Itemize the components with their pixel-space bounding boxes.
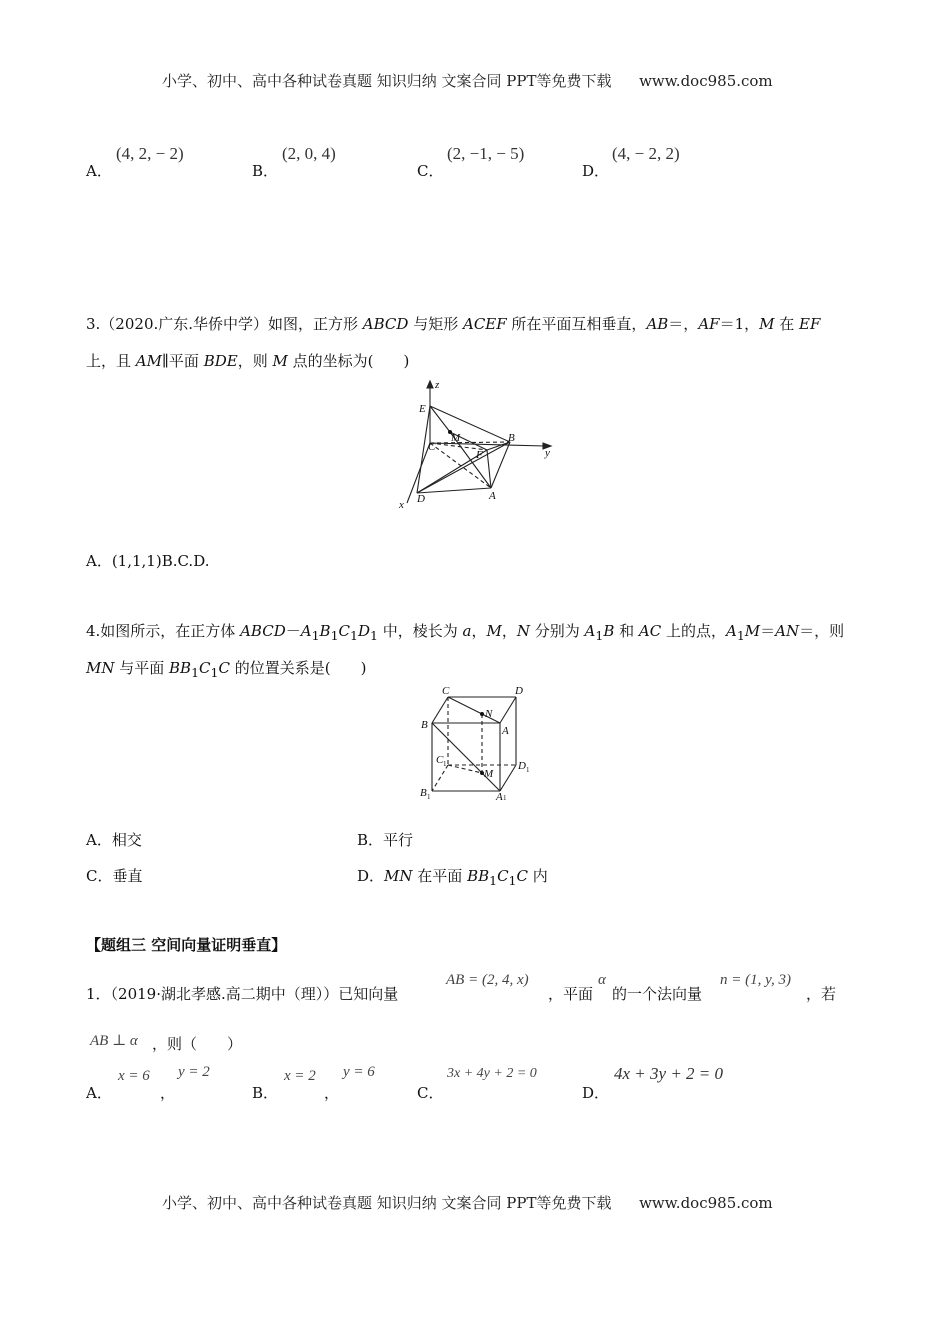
option-a-value: (4, 2, − 2) xyxy=(116,144,184,163)
q5-option-a-x: x = 6 xyxy=(118,1068,150,1084)
q5-option-a-y: y = 2 xyxy=(178,1064,210,1080)
q3-text: AM∥ xyxy=(135,352,169,370)
q3-text: M xyxy=(759,315,775,333)
option-a-label: A． xyxy=(86,162,112,180)
q5-line1 xyxy=(86,983,398,1004)
label-D1: D xyxy=(518,760,526,772)
q4-text: M xyxy=(486,622,502,640)
q4-sub: 1 xyxy=(191,665,200,680)
q3-text: 与矩形 xyxy=(408,315,463,333)
q4-sub: 1 xyxy=(370,628,378,643)
q4-option-d xyxy=(357,865,548,888)
q4-sub: 1 xyxy=(330,628,339,643)
q4-text: BB xyxy=(467,867,490,885)
label-B1-sub: 1 xyxy=(427,793,431,801)
q3-text: 点的坐标为( ) xyxy=(287,352,410,370)
label-M: M xyxy=(451,432,461,444)
q3-text: AF xyxy=(698,315,720,333)
q5-alpha: α xyxy=(598,972,606,988)
label-B: B xyxy=(508,432,515,444)
q4-text: D xyxy=(357,622,370,640)
q4-line1 xyxy=(86,620,844,643)
edge-DA xyxy=(417,488,491,493)
q4-text: A xyxy=(300,622,312,640)
q4-line2 xyxy=(86,657,366,680)
q4-text: MN xyxy=(86,659,115,677)
q4-text: M xyxy=(744,622,761,640)
footer-text: 小学、初中、高中各种试卷真题 知识归纳 文案合同 PPT等免费下载 xyxy=(162,1194,612,1212)
q3-text: EF xyxy=(799,315,821,333)
label-z: z xyxy=(435,379,440,391)
q4-option-c: C．垂直 xyxy=(86,867,143,885)
q5-option-b-label: B． xyxy=(252,1084,279,1102)
q4-text: a xyxy=(462,622,472,640)
q3-text: BDE xyxy=(203,352,238,370)
q4-option-a: A．相交 xyxy=(86,831,142,849)
q4-text: 与平面 xyxy=(114,659,170,677)
q5-option-a-comma: ， xyxy=(160,1084,176,1102)
q4-text: 内 xyxy=(527,867,548,885)
q5-option-b-comma: ， xyxy=(324,1084,340,1102)
label-E: E xyxy=(419,403,426,415)
q4-text: ， xyxy=(471,622,487,640)
edge-BA xyxy=(491,442,510,488)
q4-text: 上的点， xyxy=(661,622,726,640)
footer-site: www.doc985.com xyxy=(639,1194,773,1212)
q4-text: － xyxy=(285,622,301,640)
label-M: M xyxy=(484,768,494,780)
edge-EB xyxy=(430,406,510,442)
option-c-label: C． xyxy=(417,162,444,180)
label-x: x xyxy=(399,499,404,511)
q4-text: D． xyxy=(357,867,385,885)
q4-figure xyxy=(412,683,542,801)
q3-text: 3.（2020.广东.华侨中学）如图，正方形 xyxy=(86,315,363,333)
q5-option-c-label: C． xyxy=(417,1084,444,1102)
q4-text: N xyxy=(516,622,530,640)
q4-sub: 1 xyxy=(508,873,517,888)
q3-text: AB xyxy=(646,315,669,333)
q3-text: ＝， xyxy=(668,315,699,333)
q3-text: 平面 xyxy=(168,352,204,370)
label-A1: A xyxy=(496,791,503,801)
q5-text: ，若 xyxy=(806,985,837,1003)
q4-text: 的位置关系是( ) xyxy=(229,659,367,677)
q4-text: MN xyxy=(384,867,413,885)
q5-text: ，则（ ） xyxy=(152,1035,243,1053)
q4-option-b: B．平行 xyxy=(357,831,414,849)
option-d-value: (4, − 2, 2) xyxy=(612,144,680,163)
label-C: C xyxy=(442,685,450,697)
section-title: 【题组三 空间向量证明垂直】 xyxy=(86,936,287,954)
q4-sub: 1 xyxy=(489,873,498,888)
label-B1: B xyxy=(420,787,427,799)
label-C1-sub: 1 xyxy=(443,760,447,768)
q3-text: 上，且 xyxy=(86,352,136,370)
q3-line2 xyxy=(86,350,409,371)
option-b-label: B． xyxy=(252,162,279,180)
q3-text: ，则 xyxy=(237,352,273,370)
edge-DA xyxy=(500,697,516,723)
q5-option-a-label: A． xyxy=(86,1084,112,1102)
option-c-value: (2, −1, − 5) xyxy=(447,144,525,163)
q5-vector-n: n = (1, y, 3) xyxy=(720,972,791,988)
q3-text: 在 xyxy=(774,315,800,333)
q3-text: 所在平面互相垂直， xyxy=(506,315,647,333)
label-B: B xyxy=(421,719,428,731)
label-N: N xyxy=(485,708,493,720)
q5-option-b-x: x = 2 xyxy=(284,1068,316,1084)
q4-text: ＝ xyxy=(760,622,776,640)
q4-text: AC xyxy=(638,622,662,640)
page-header xyxy=(162,70,773,91)
q4-text: 和 xyxy=(614,622,639,640)
edge-CB xyxy=(432,697,448,723)
q3-line1 xyxy=(86,313,820,334)
q4-text: ABCD xyxy=(240,622,286,640)
label-A: A xyxy=(489,490,496,502)
q4-text: B xyxy=(603,622,615,640)
q3-text: ＝1， xyxy=(719,315,760,333)
q4-sub: 1 xyxy=(311,628,320,643)
label-C1: C xyxy=(436,754,444,766)
q3-answer: A．(1,1,1)B.C.D. xyxy=(86,552,210,570)
label-D: D xyxy=(515,685,523,697)
q3-text: M xyxy=(272,352,288,370)
q4-text: ＝，则 xyxy=(799,622,845,640)
label-y: y xyxy=(545,447,550,459)
q5-option-c-eq: 3x + 4y + 2 = 0 xyxy=(447,1066,537,1081)
q4-text: BB xyxy=(169,659,192,677)
q5-condition: AB ⊥ α xyxy=(90,1033,138,1049)
q3-text: ACEF xyxy=(462,315,507,333)
q4-text: C xyxy=(516,867,528,885)
q4-text: 分别为 xyxy=(529,622,585,640)
edge-C1B1 xyxy=(432,765,448,791)
q5-text: 1．（2019·湖北孝感.高二期中（理））已知向量 xyxy=(86,985,399,1003)
label-A1-sub: 1 xyxy=(503,794,507,801)
q5-vector-ab: AB = (2, 4, x) xyxy=(446,972,529,988)
header-text: 小学、初中、高中各种试卷真题 知识归纳 文案合同 PPT等免费下载 xyxy=(162,72,612,90)
label-D: D xyxy=(417,493,425,505)
q5-text: ，平面 xyxy=(548,985,594,1003)
option-d-label: D． xyxy=(582,162,610,180)
q4-sub: 1 xyxy=(350,628,358,643)
option-b-value: (2, 0, 4) xyxy=(282,144,336,163)
q5-option-d-eq: 4x + 3y + 2 = 0 xyxy=(614,1064,724,1083)
edge-FA xyxy=(487,450,491,488)
q4-text: 在平面 xyxy=(412,867,468,885)
q5-text: 的一个法向量 xyxy=(612,985,703,1003)
q4-text: C xyxy=(338,622,351,640)
label-D1-sub: 1 xyxy=(526,766,530,774)
label-C: C xyxy=(428,441,436,453)
q3-figure xyxy=(395,378,565,513)
q4-text: C xyxy=(497,867,509,885)
q4-text: C xyxy=(218,659,230,677)
point-N xyxy=(480,712,484,716)
z-arrow xyxy=(427,381,433,388)
header-site: www.doc985.com xyxy=(639,72,773,90)
q4-text: B xyxy=(319,622,331,640)
label-A: A xyxy=(502,725,509,737)
q4-text: AN xyxy=(775,622,800,640)
q4-text: 中，棱长为 xyxy=(377,622,463,640)
q4-text: ， xyxy=(501,622,517,640)
seg-C1M xyxy=(448,765,482,773)
q4-sub: 1 xyxy=(595,628,604,643)
q4-sub: 1 xyxy=(210,665,219,680)
q3-text: ABCD xyxy=(362,315,409,333)
q5-option-d-label: D． xyxy=(582,1084,610,1102)
label-F: F xyxy=(476,449,483,461)
q4-text: C xyxy=(199,659,211,677)
q4-text: A xyxy=(725,622,737,640)
q4-text: A xyxy=(584,622,596,640)
q4-sub: 1 xyxy=(736,628,745,643)
q5-option-b-y: y = 6 xyxy=(343,1064,375,1080)
q4-text: 4.如图所示，在正方体 xyxy=(86,622,241,640)
edge-D1A1 xyxy=(500,765,516,791)
page-footer xyxy=(162,1192,773,1213)
